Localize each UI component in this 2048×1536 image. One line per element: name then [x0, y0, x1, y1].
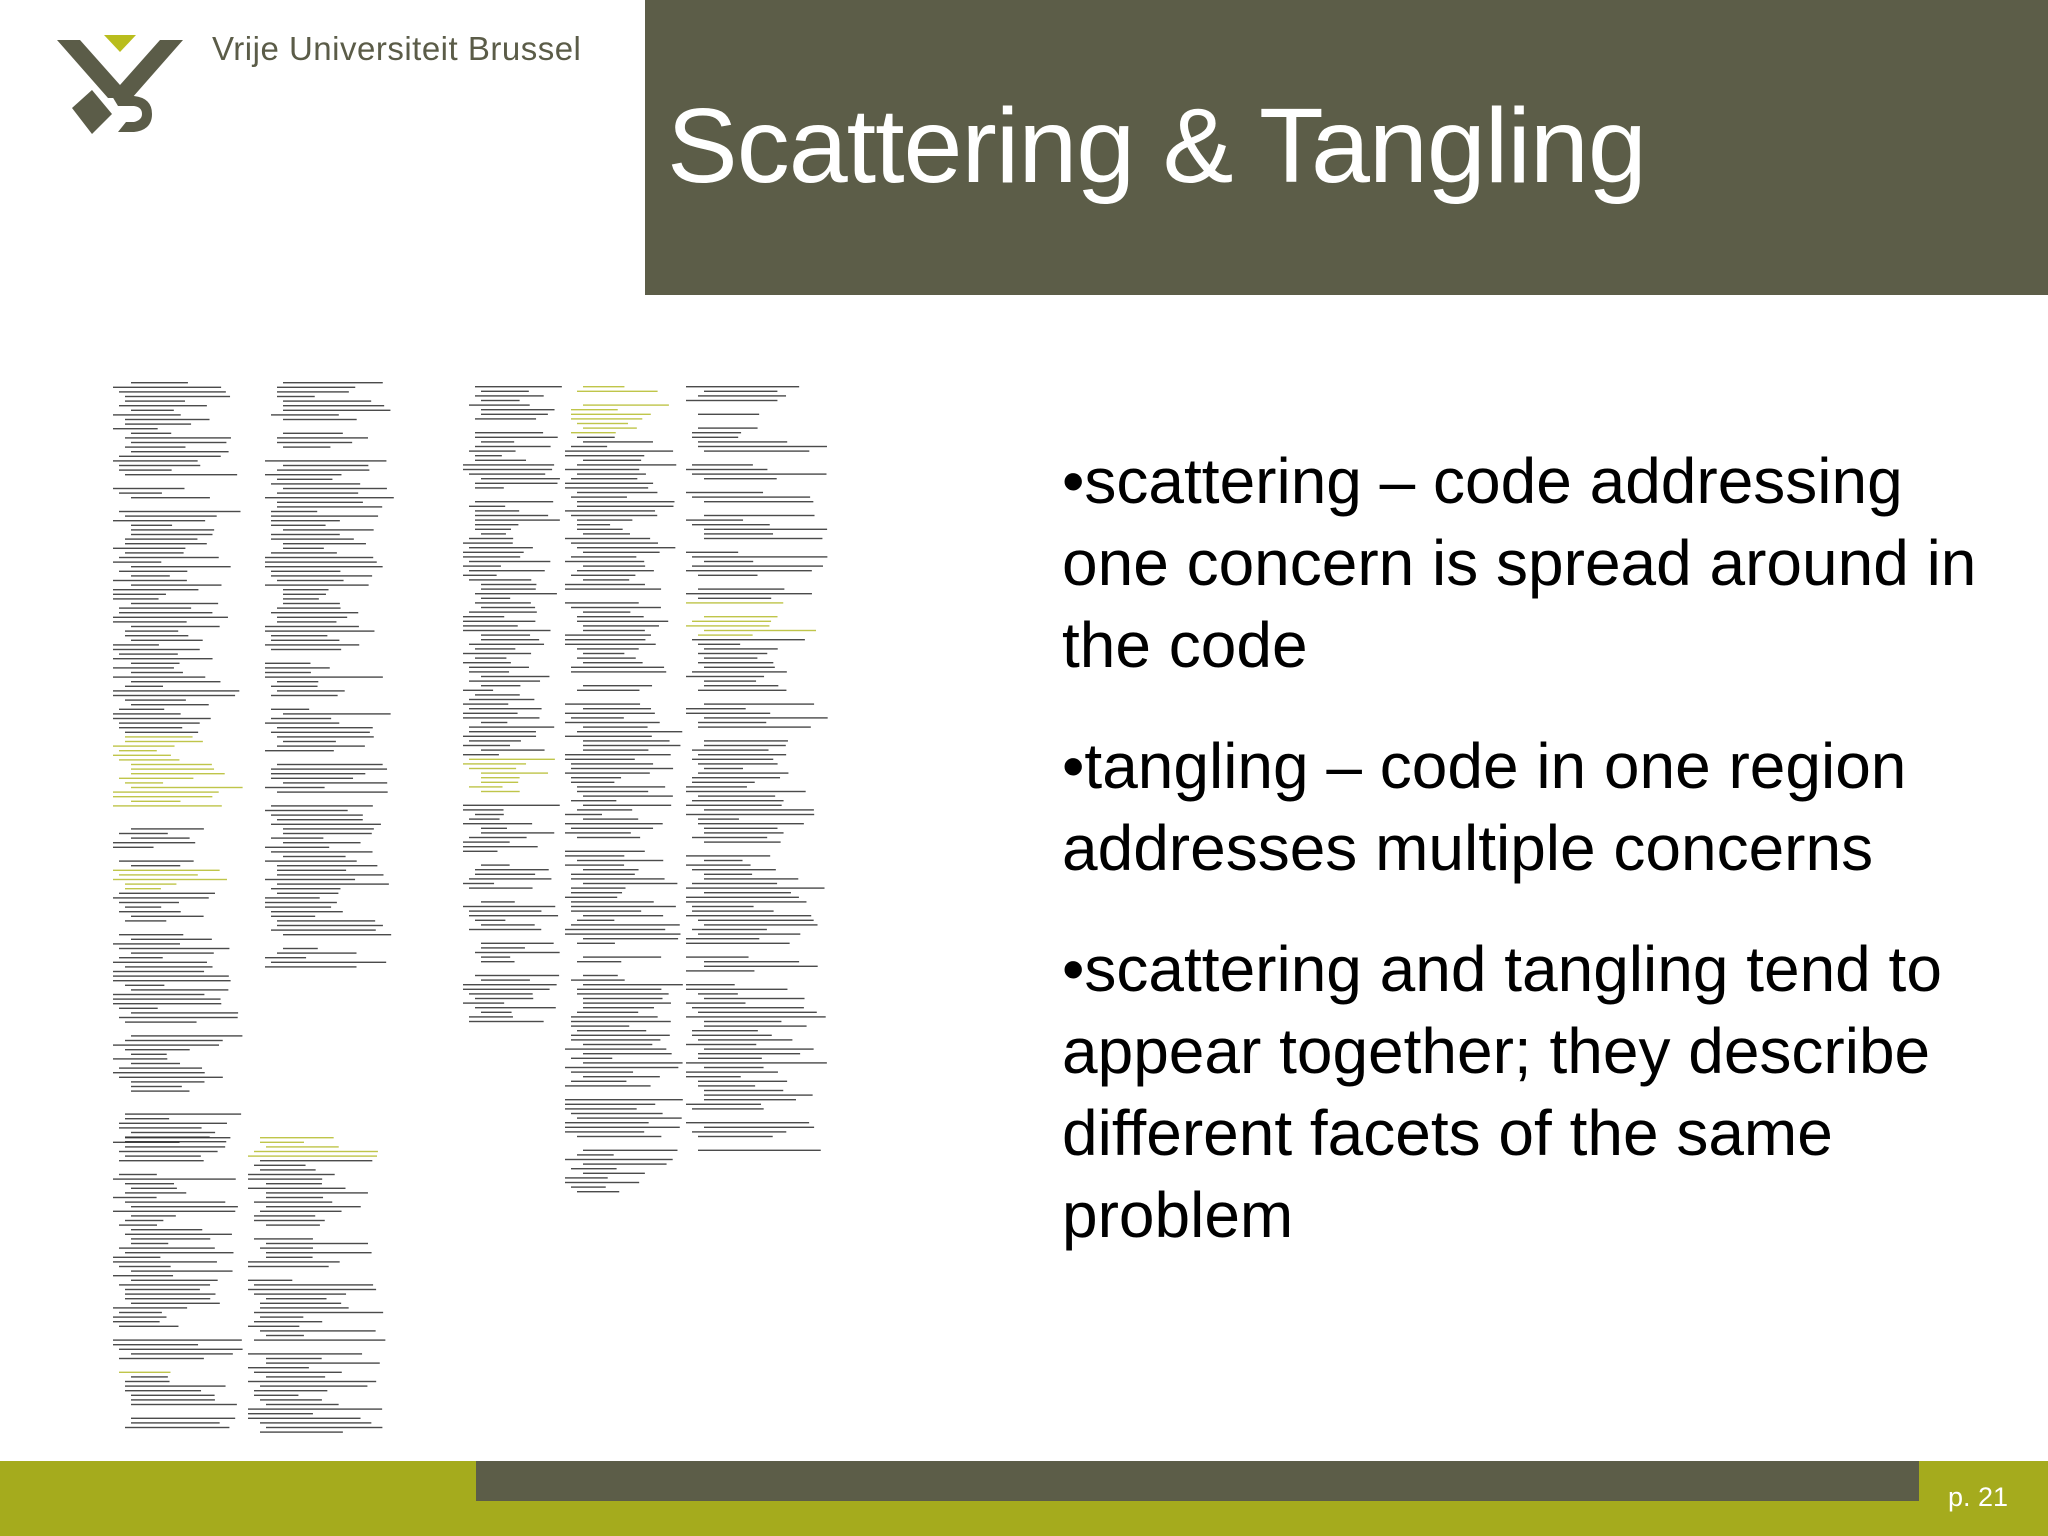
bullet-tangling — [1062, 725, 2022, 889]
code-thumbnail-6 — [113, 1135, 243, 1435]
bullet-marker: • — [1062, 445, 1085, 517]
vub-logo-icon — [52, 30, 187, 140]
bullet-text: tangling – code in one region addresses multiple concerns — [1062, 730, 1907, 884]
code-thumbnail-7 — [248, 1135, 388, 1435]
bullet-text: scattering – code addressing one concern is spread around in the code — [1062, 445, 1977, 681]
code-thumbnail-1 — [113, 380, 243, 1150]
title-bar — [645, 0, 2048, 295]
bullet-scattering — [1062, 440, 2022, 686]
code-thumbnail-3 — [463, 384, 563, 1024]
bullet-text: scattering and tangling tend to appear together; they describe different facets of the same problem — [1062, 933, 1942, 1251]
page-number: p. 21 — [1948, 1482, 2009, 1512]
code-thumbnail-2 — [265, 380, 395, 970]
bullet-list — [1062, 440, 2022, 1295]
footer-dark-band — [476, 1461, 1919, 1501]
bullet-together — [1062, 928, 2022, 1256]
bullet-marker: • — [1062, 730, 1085, 802]
bullet-marker: • — [1062, 933, 1085, 1005]
code-thumbnail-5 — [686, 384, 828, 1154]
slide-title: Scattering & Tangling — [667, 87, 1646, 205]
university-name: Vrije Universiteit Brussel — [212, 30, 582, 67]
code-thumbnail-4 — [565, 384, 683, 1194]
